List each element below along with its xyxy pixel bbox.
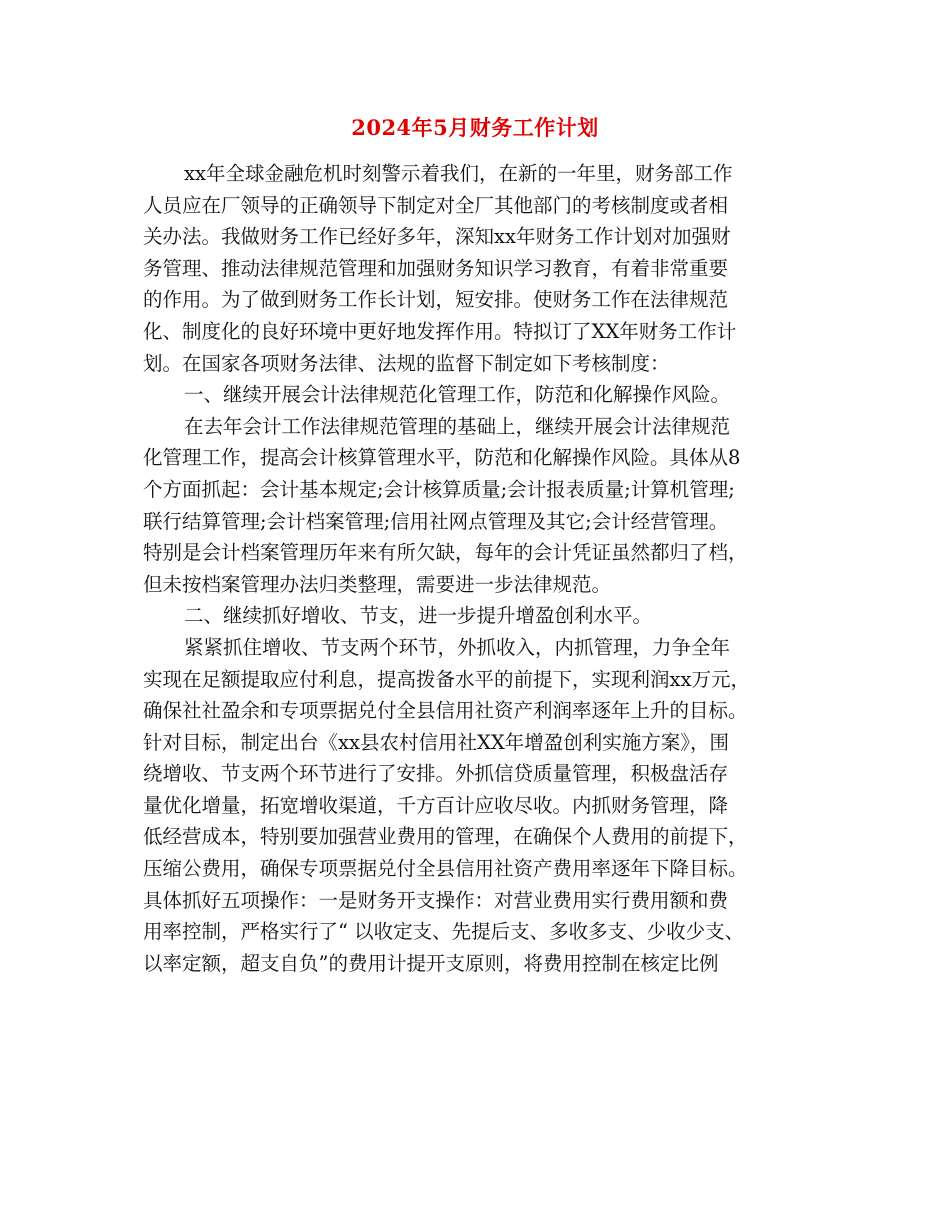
text-line: 具体抓好五项操作：一是财务开支操作：对营业费用实行费用额和费 [143, 888, 729, 912]
text-line: 的作用。为了做到财务工作长计划，短安排。使财务工作在法律规范 [143, 288, 729, 312]
text-line: 人员应在厂领导的正确领导下制定对全厂其他部门的考核制度或者相 [143, 193, 729, 217]
text-line: 一、继续开展会计法律规范化管理工作，防范和化解操作风险。 [184, 383, 731, 407]
text-line: xx年全球金融危机时刻警示着我们，在新的一年里，财务部工作 [184, 162, 733, 185]
document-title: 2024年5月财务工作计划 [351, 115, 599, 140]
text-line: 二、继续抓好增收、节支，进一步提升增盈创利水平。 [184, 604, 653, 628]
text-line: 个方面抓起：会计基本规定;会计核算质量;会计报表质量;计算机管理; [143, 477, 735, 501]
text-line: 量优化增量，拓宽增收渠道，千方百计应收尽收。内抓财务管理，降 [143, 793, 729, 817]
text-line: 关办法。我做财务工作已经好多年，深知xx年财务工作计划对加强财 [143, 225, 731, 249]
text-line: 确保社社盈余和专项票据兑付全县信用社资产利润率逐年上升的目标。 [143, 699, 748, 723]
text-line: 用率控制，严格实行了“ 以收定支、先提后支、多收多支、少收少支、 [143, 920, 745, 944]
text-line: 低经营成本，特别要加强营业费用的管理，在确保个人费用的前提下， [143, 825, 748, 849]
text-line: 绕增收、节支两个环节进行了安排。外抓信贷质量管理，积极盘活存 [143, 762, 729, 786]
document-body [143, 158, 823, 979]
text-line: 划。在国家各项财务法律、法规的监督下制定如下考核制度： [143, 351, 670, 375]
text-line: 在去年会计工作法律规范管理的基础上，继续开展会计法律规范 [184, 414, 731, 438]
text-line: 特别是会计档案管理历年来有所欠缺，每年的会计凭证虽然都归了档， [143, 541, 748, 565]
text-line: 紧紧抓住增收、节支两个环节，外抓收入，内抓管理，力争全年 [184, 635, 731, 659]
text-line: 以率定额，超支自负”的费用计提开支原则，将费用控制在核定比例 [143, 951, 719, 975]
text-line: 化管理工作，提高会计核算管理水平，防范和化解操作风险。具体从8 [143, 446, 741, 470]
text-line: 化、制度化的良好环境中更好地发挥作用。特拟订了XX年财务工作计 [143, 319, 737, 343]
text-line: 联行结算管理;会计档案管理;信用社网点管理及其它;会计经营管理。 [143, 509, 729, 533]
text-line: 压缩公费用，确保专项票据兑付全县信用社资产费用率逐年下降目标。 [143, 857, 748, 881]
text-line: 但未按档案管理办法归类整理，需要进一步法律规范。 [143, 572, 612, 596]
text-line: 务管理、推动法律规范管理和加强财务知识学习教育，有着非常重要 [143, 256, 729, 280]
text-line: 针对目标，制定出台《xx县农村信用社XX年增盈创利实施方案》，围 [143, 730, 730, 754]
text-line: 实现在足额提取应付利息，提高拨备水平的前提下，实现利润xx万元， [143, 667, 750, 691]
